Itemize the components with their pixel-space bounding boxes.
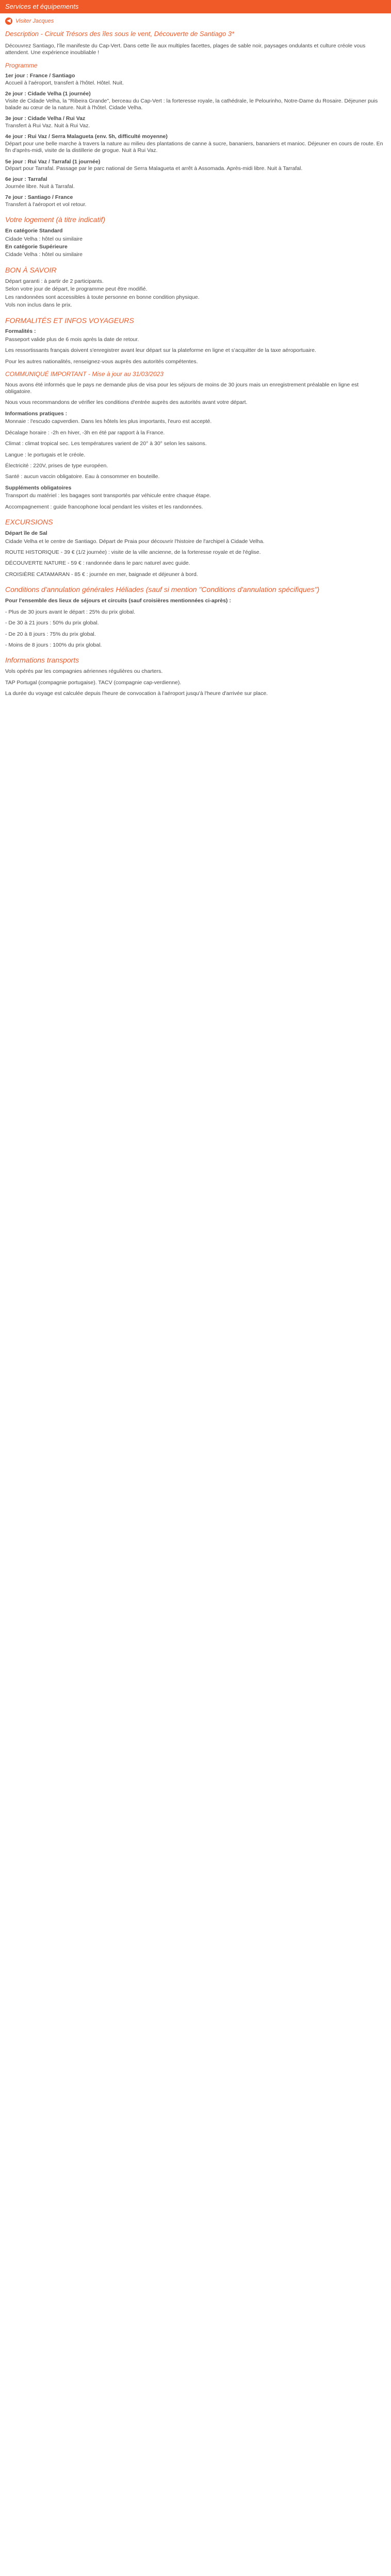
good-to-know-list <box>5 278 386 309</box>
day-title: 3e jour : Cidade Velha / Rui Vaz <box>5 115 86 122</box>
programme-day <box>5 115 386 129</box>
practical-info-text: Monnaie : l'escudo capverdien. Dans les hôtels les plus importants, l'euro est accepté. <box>5 418 212 425</box>
programme-day <box>5 159 386 173</box>
lodging-list <box>5 228 386 259</box>
programme-day <box>5 91 386 111</box>
day-text: Transfert à Rui Vaz. Nuit à Rui Vaz. <box>5 122 90 129</box>
excursions-title: EXCURSIONS <box>5 518 53 527</box>
supplements-title: Suppléments obligatoires <box>5 484 72 491</box>
excursion-text: DÉCOUVERTE NATURE - 59 € : randonnée dans le parc naturel avec guide. <box>5 560 190 567</box>
good-to-know-item: Selon votre jour de départ, le programme peut être modifié. <box>5 286 148 293</box>
cancellation-text: - De 20 à 8 jours : 75% du prix global. <box>5 631 96 637</box>
day-title: 5e jour : Rui Vaz / Tarrafal (1 journée) <box>5 158 101 165</box>
cancellation-title: Conditions d'annulation générales Héliades (sauf si mention "Conditions d'annulation spécifiques") <box>5 585 320 594</box>
page-title: Description - Circuit Trésors des îles sous le vent, Découverte de Santiago 3* <box>5 30 235 38</box>
formalities-text: Pour les autres nationalités, renseignez-vous auprès des autorités compétentes. <box>5 358 198 365</box>
lodging-category: En catégorie Standard <box>5 228 63 234</box>
notice-title: COMMUNIQUÉ IMPORTANT - Mise à jour au 31/03/2023 <box>5 370 164 378</box>
section-header <box>0 0 391 13</box>
day-text: Accueil à l'aéroport, transfert à l'hôtel. Hôtel. Nuit. <box>5 79 124 86</box>
transport-text: TAP Portugal (compagnie portugaise). TACV (compagnie cap-verdienne). <box>5 679 182 686</box>
notice-text: Nous vous recommandons de vérifier les conditions d'entrée auprès des autorités avant votre départ. <box>5 399 248 406</box>
excursions-subtitle: Départ île de Sal <box>5 530 47 537</box>
practical-info-text: Santé : aucun vaccin obligatoire. Eau à consommer en bouteille. <box>5 473 160 480</box>
programme-title: Programme <box>5 61 38 69</box>
cancellation-text: - Plus de 30 jours avant le départ : 25% du prix global. <box>5 608 136 615</box>
cancellation-text: - De 30 à 21 jours : 50% du prix global. <box>5 620 99 626</box>
practical-info-title: Informations pratiques : <box>5 410 68 417</box>
programme-day <box>5 176 386 190</box>
day-title: 1er jour : France / Santiago <box>5 73 75 79</box>
day-title: 2e jour : Cidade Velha (1 journée) <box>5 91 91 97</box>
formalities-subtitle: Formalités : <box>5 328 36 335</box>
formalities-text: Passeport valide plus de 6 mois après la date de retour. <box>5 336 139 343</box>
day-text: Visite de Cidade Velha, la "Ribeira Grande", berceau du Cap-Vert : la forteresse royale, la cathédrale, le Pelourinho, Notre-Dame du Rosaire. Déjeuner puis balade au cœur de la nature. Nuit à l'hôtel. Cidade Velha. <box>5 97 378 111</box>
description-content <box>0 43 391 698</box>
programme-day <box>5 73 386 87</box>
intro-text: Découvrez Santiago, l'île manifeste du Cap-Vert. Dans cette île aux multiples facettes, plages de sable noir, paysages ondulants et culture créole vous attendent. Une expérience inoubliable ! <box>5 42 366 56</box>
cancellation-text: Pour l'ensemble des lieux de séjours et circuits (sauf croisières mentionnées ci-après) : <box>5 598 231 604</box>
notice-text: Nous avons été informés que le pays ne demande plus de visa pour les séjours de moins de 30 jours mais un enregistrement préalable en ligne est obligatoire. <box>5 381 359 395</box>
good-to-know-item: Vols non inclus dans le prix. <box>5 302 72 309</box>
formalities-text: Les ressortissants français doivent s'enregistrer avant leur départ sur la plateforme en ligne et s'acquitter de la taxe aéroportuaire. <box>5 347 316 354</box>
practical-info-text: Climat : climat tropical sec. Les températures varient de 20° à 30° selon les saisons. <box>5 440 207 447</box>
good-to-know-title: BON À SAVOIR <box>5 265 57 274</box>
transport-title: Informations transports <box>5 656 79 665</box>
good-to-know-item: Les randonnées sont accessibles à toute personne en bonne condition physique. <box>5 294 200 300</box>
tour-link-bar[interactable] <box>0 13 391 28</box>
programme-day <box>5 194 386 208</box>
lodging-category: En catégorie Supérieure <box>5 243 68 250</box>
section-header-title: Services et équipements <box>5 2 79 10</box>
excursion-text: CROISIÈRE CATAMARAN - 85 € : journée en mer, baignade et déjeuner à bord. <box>5 571 198 578</box>
lodging-item: Cidade Velha : hôtel ou similaire <box>5 235 83 242</box>
day-text: Journée libre. Nuit à Tarrafal. <box>5 183 75 190</box>
day-title: 4e jour : Rui Vaz / Serra Malagueta (env. 5h, difficulté moyenne) <box>5 133 168 140</box>
day-text: Transfert à l'aéroport et vol retour. <box>5 201 87 208</box>
practical-info-text: Langue : le portugais et le créole. <box>5 451 86 458</box>
day-title: 6e jour : Tarrafal <box>5 176 47 183</box>
excursion-text: ROUTE HISTORIQUE - 39 € (1/2 journée) : visite de la ville ancienne, de la forteresse royale et de l'église. <box>5 549 261 555</box>
formalities-title: FORMALITÉS ET INFOS VOYAGEURS <box>5 316 134 325</box>
lodging-item: Cidade Velha : hôtel ou similaire <box>5 251 83 258</box>
transport-text: Vols opérés par les compagnies aériennes régulières ou charters. <box>5 668 163 675</box>
day-text: Départ pour Tarrafal. Passage par le parc national de Serra Malagueta et arrêt à Assomada. Après-midi libre. Nuit à Tarrafal. <box>5 165 303 172</box>
day-text: Départ pour une belle marche à travers la nature au milieu des plantations de canne à sucre, bananiers, bananiers et manioc. Déjeuner en cours de route. En fin d'après-midi, visite de la distillerie de grogue. Nuit à Rui Vaz. <box>5 140 383 154</box>
excursion-text: Cidade Velha et le centre de Santiago. Départ de Praia pour découvrir l'histoire de l'archipel à Cidade Velha. <box>5 538 265 545</box>
programme-day <box>5 133 386 154</box>
good-to-know-item: Départ garanti : à partir de 2 participants. <box>5 278 104 284</box>
arrow-left-icon[interactable]: ◀ <box>5 18 12 25</box>
page <box>0 0 391 710</box>
practical-info-text: Électricité : 220V, prises de type européen. <box>5 463 108 469</box>
transport-text: La durée du voyage est calculée depuis l'heure de convocation à l'aéroport jusqu'à l'heure d'arrivée sur place. <box>5 690 268 697</box>
supplements-text: Accompagnement : guide francophone local pendant les visites et les randonnées. <box>5 503 203 510</box>
lodging-title: Votre logement (à titre indicatif) <box>5 215 106 224</box>
day-title: 7e jour : Santiago / France <box>5 194 73 201</box>
supplements-text: Transport du matériel : les bagages sont transportés par véhicule entre chaque étape. <box>5 493 211 499</box>
tour-link[interactable]: Visiter Jacques <box>15 18 54 24</box>
practical-info-text: Décalage horaire : -2h en hiver, -3h en été par rapport à la France. <box>5 429 165 436</box>
cancellation-text: - Moins de 8 jours : 100% du prix global. <box>5 641 102 648</box>
